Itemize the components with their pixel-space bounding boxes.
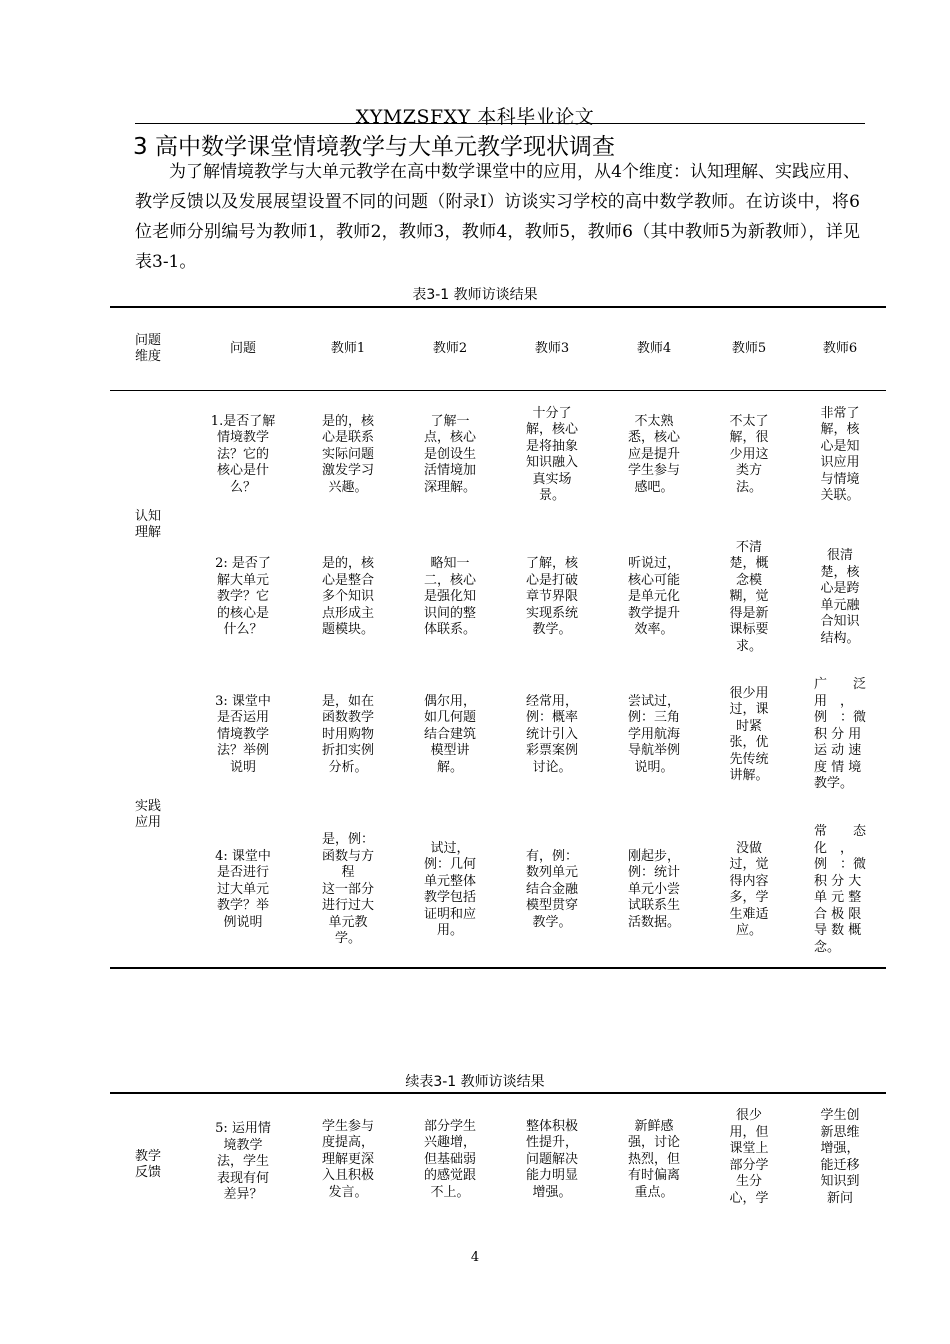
table-row-4-teacher-2: 试过， 例：几何 单元整体 教学包括 证明和应 用。 — [423, 840, 476, 938]
header-teacher-6: 教师6 — [822, 340, 858, 356]
table-row-1-teacher-1: 是的，核 心是联系 实际问题 激发学习 兴趣。 — [321, 413, 374, 495]
intro-paragraph: 为了解情境教学与大单元教学在高中数学课堂中的应用，从4个维度：认知理解、实践应用、教学反馈以及发展展望设置不同的问题（附录I）访谈实习学校的高中数学教师。在访谈中，将6位老师分别编号为教师1，教师2，教师3，教师4，教师5，教师6（其中教师5为新教师），详见表3-1。 — [135, 162, 860, 272]
table-row-1-teacher-4: 不太熟 悉，核心 应是提升 学生参与 感吧。 — [627, 413, 680, 495]
running-header: XYMZSFXY 本科毕业论文 — [355, 106, 595, 128]
header-teacher-1: 教师1 — [330, 340, 366, 356]
table-row-4-question: 4: 课堂中 是否进行 过大单元 教学？举 例说明 — [215, 848, 271, 930]
table-row-3-teacher-1: 是，如在 函数教学 时用购物 折扣实例 分析。 — [321, 693, 374, 775]
table-row-5-teacher-2: 部分学生 兴趣增， 但基础弱 的感觉跟 不上。 — [423, 1118, 476, 1200]
table-row-2-teacher-2: 略知一 二，核心 是强化知 识间的整 体联系。 — [423, 556, 476, 638]
table-row-5-teacher-4: 新鲜感 强，讨论 热烈，但 有时偏离 重点。 — [627, 1118, 680, 1200]
dimension-feedback: 教学 反馈 — [134, 1148, 161, 1180]
table-bottom-rule — [110, 967, 886, 969]
table-top-rule — [110, 306, 886, 308]
table-row-5-question: 5: 运用情 境教学 法，学生 表现有何 差异？ — [215, 1121, 271, 1203]
table-row-1-teacher-5: 不太了 解，很 少用这 类方 法。 — [729, 413, 769, 495]
table-row-5-teacher-6: 学生创 新思维 增强， 能迁移 知识到 新问 — [820, 1108, 860, 1206]
table-row-1-teacher-2: 了解一 点，核心 是创设生 活情境加 深理解。 — [423, 413, 476, 495]
table-row-3-teacher-5: 很少用 过，课 时紧 张，优 先传统 讲解。 — [729, 685, 769, 783]
table-row-3-teacher-2: 偶尔用， 如几何题 结合建筑 模型讲 解。 — [423, 693, 476, 775]
table-row-4-teacher-6: 常 态 化 ， 例 ：微 积 分 大 单 元 整 合 极 限 导 数 概 念。 — [813, 824, 866, 955]
header-teacher-2: 教师2 — [432, 340, 468, 356]
table-row-1-teacher-6: 非常了 解，核 心是知 识应用 与情境 关联。 — [820, 405, 860, 503]
table-row-4-teacher-4: 刚起步， 例：统计 单元小尝 试联系生 活数据。 — [627, 848, 680, 930]
header-teacher-5: 教师5 — [731, 340, 767, 356]
table-row-3-teacher-3: 经常用， 例：概率 统计引入 彩票案例 讨论。 — [525, 693, 578, 775]
dimension-cognition: 认知 理解 — [134, 508, 161, 540]
continued-table-top-rule — [110, 1092, 886, 1094]
header-rule — [135, 123, 865, 124]
dimension-practice: 实践 应用 — [134, 798, 161, 830]
header-teacher-3: 教师3 — [534, 340, 570, 356]
continued-table-caption: 续表3-1 教师访谈结果 — [405, 1074, 545, 1090]
table-caption: 表3-1 教师访谈结果 — [412, 287, 538, 303]
table-row-2-teacher-4: 听说过， 核心可能 是单元化 教学提升 效率。 — [627, 556, 680, 638]
table-row-1-teacher-3: 十分了 解，核心 是将抽象 知识融入 真实场 景。 — [525, 405, 578, 503]
table-row-3-teacher-4: 尝试过， 例：三角 学用航海 导航举例 说明。 — [627, 693, 680, 775]
table-row-2-teacher-5: 不清 楚，概 念模 糊，觉 得是新 课标要 求。 — [729, 539, 769, 654]
table-row-3-question: 3: 课堂中 是否运用 情境教学 法？举例 说明 — [215, 693, 271, 775]
table-row-2-teacher-6: 很清 楚，核 心是跨 单元融 合知识 结构。 — [820, 548, 860, 646]
table-row-5-teacher-5: 很少 用，但 课堂上 部分学 生分 心，学 — [729, 1108, 769, 1206]
page-number: 4 — [470, 1250, 480, 1265]
table-row-5-teacher-1: 学生参与 度提高， 理解更深 入且积极 发言。 — [321, 1118, 374, 1200]
table-row-2-teacher-3: 了解，核 心是打破 章节界限 实现系统 教学。 — [525, 556, 578, 638]
table-row-5-teacher-3: 整体积极 性提升， 问题解决 能力明显 增强。 — [525, 1118, 578, 1200]
header-teacher-4: 教师4 — [636, 340, 672, 356]
table-header-rule — [110, 390, 886, 391]
table-row-2-question: 2: 是否了 解大单元 教学？它 的核心是 什么？ — [215, 556, 271, 638]
section-title: 3 高中数学课堂情境教学与大单元教学现状调查 — [133, 134, 615, 160]
table-row-4-teacher-1: 是，例： 函数与方 程 这一部分 进行过大 单元教 学。 — [321, 832, 374, 947]
header-dimension: 问题 维度 — [134, 332, 161, 364]
table-row-2-teacher-1: 是的，核 心是整合 多个知识 点形成主 题模块。 — [321, 556, 374, 638]
table-row-1-question: 1.是否了解 情境教学 法？它的 核心是什 么？ — [210, 413, 276, 495]
table-row-4-teacher-5: 没做 过，觉 得内容 多，学 生难适 应。 — [729, 840, 769, 938]
table-row-4-teacher-3: 有，例： 数列单元 结合金融 模型贯穿 教学。 — [525, 848, 578, 930]
table-row-3-teacher-6: 广 泛 用 ， 例 ：微 积 分 用 运 动 速 度 情 境 教学。 — [813, 677, 866, 792]
header-question: 问题 — [229, 340, 256, 356]
